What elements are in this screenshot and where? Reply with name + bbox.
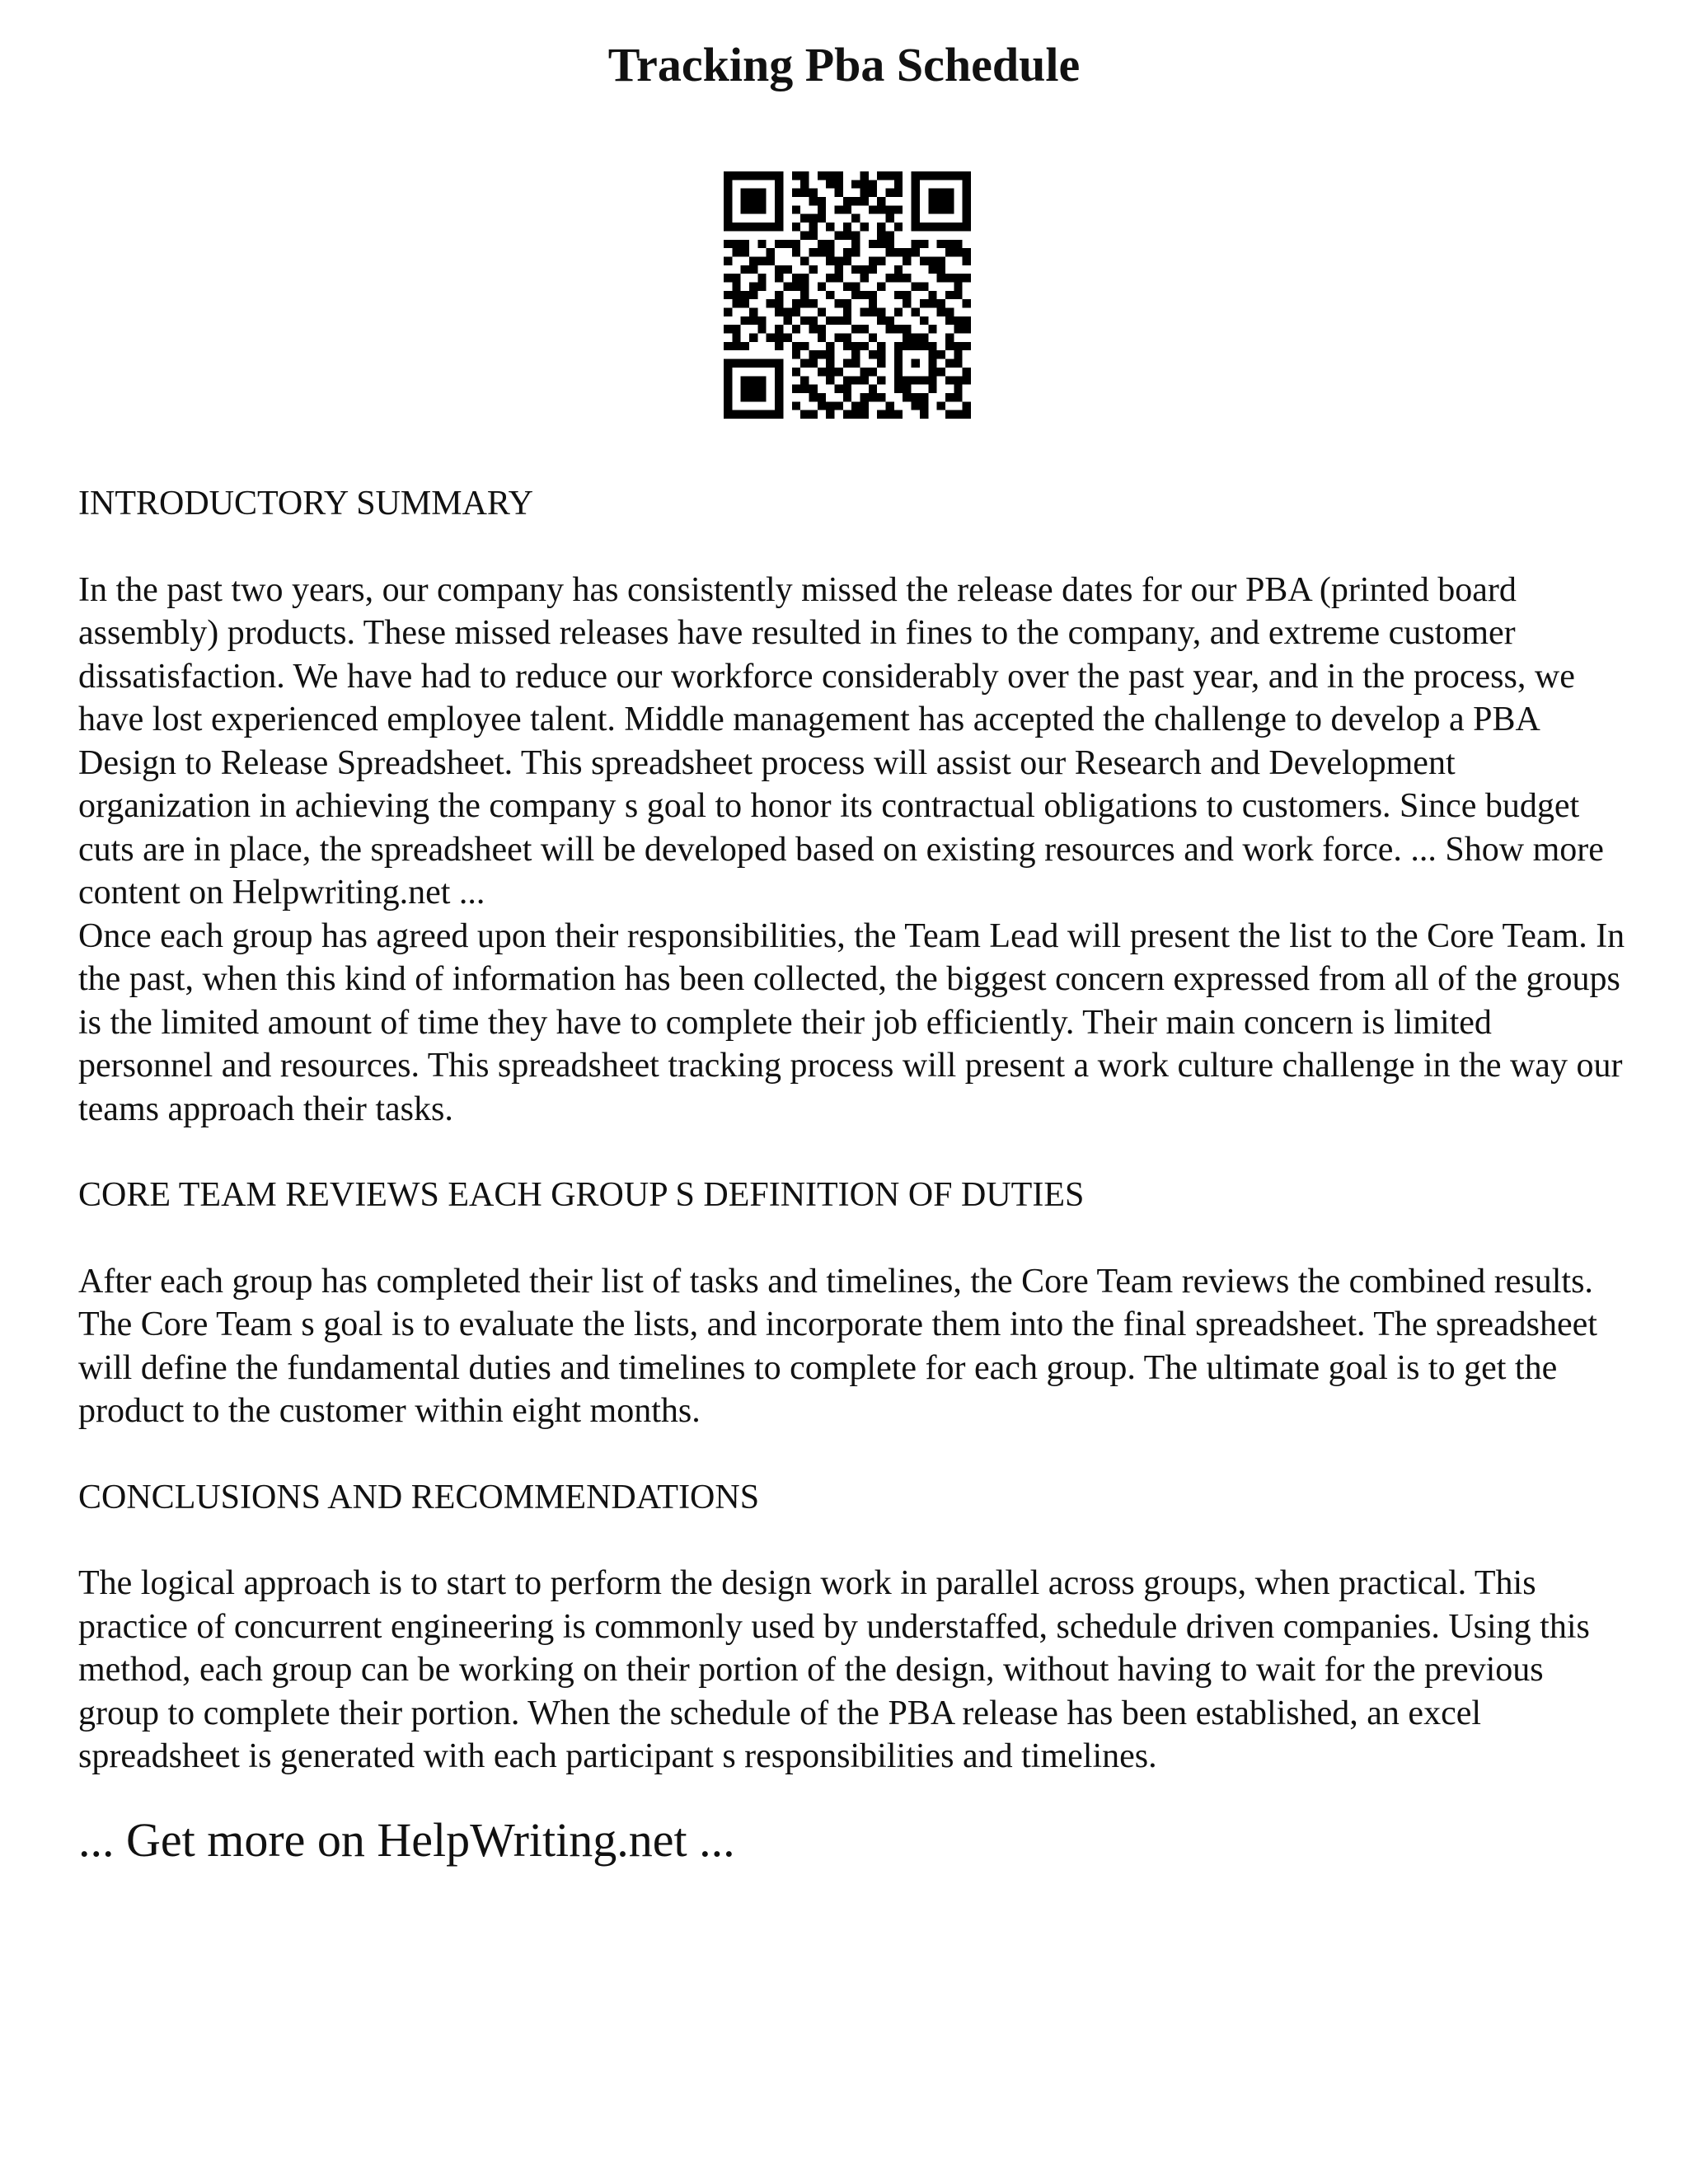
paragraph-core-team-1: After each group has completed their list of tasks and timelines, the Core Team reviews the combined results. The Core Team s goal is to evaluate the lists, and incorporate them into the final spreadsheet. The spreadsheet will define the fundamental duties and timelines to complete for each group. The ultimate goal is to get the product to the customer within eight months. [78,1262,1597,1430]
section-heading-conclusions: CONCLUSIONS AND RECOMMENDATIONS [78,1478,760,1516]
document-title: Tracking Pba Schedule [607,38,1081,91]
section-heading-introductory-summary: INTRODUCTORY SUMMARY [78,485,533,523]
paragraph-conclusions-1: The logical approach is to start to perform the design work in parallel across groups, when practical. This practice of concurrent engineering is commonly used by understaffed, schedule driven companies. Using this method, each group can be working on their portion of the design, without having to wait for the previous group to complete their portion. When the schedule of the PBA release has been established, an excel spreadsheet is generated with each participant s responsibilities and timelines. [78,1564,1590,1775]
get-more-link[interactable]: ... Get more on HelpWriting.net ... [78,1812,735,1867]
section-heading-core-team-reviews: CORE TEAM REVIEWS EACH GROUP S DEFINITION OF DUTIES [78,1176,1085,1214]
qr-code-icon [724,171,971,419]
document-body [78,482,1628,1869]
paragraph-intro-2: Once each group has agreed upon their responsibilities, the Team Lead will present the list to the Core Team. In the past, when this kind of information has been collected, the biggest concern expressed from all of the groups is the limited amount of time they have to complete their job efficiently. Their main concern is limited personnel and resources. This spreadsheet tracking process will present a work culture challenge in the way our teams approach their tasks. [78,916,1625,1128]
paragraph-intro-1: In the past two years, our company has consistently missed the release dates for our PBA (printed board assembly) products. These missed releases have resulted in fines to the company, and extreme customer dissatisfaction. We have had to reduce our workforce considerably over the past year, and in the process, we have lost experienced employee talent. Middle management has accepted the challenge to develop a PBA Design to Release Spreadsheet. This spreadsheet process will assist our Research and Development organization in achieving the company s goal to honor its contractual obligations to customers. Since budget cuts are in place, the spreadsheet will be developed based on existing resources and work force. ... Show more content on Helpwriting.net ... [78,570,1604,912]
